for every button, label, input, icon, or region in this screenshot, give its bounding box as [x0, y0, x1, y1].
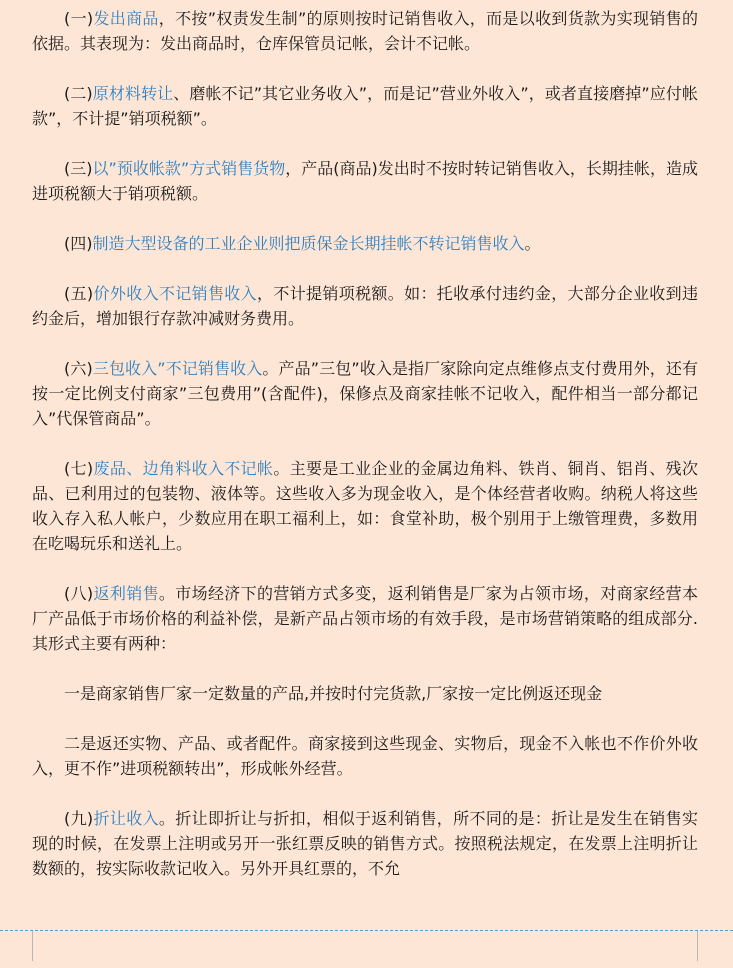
highlighted-term: 返利销售 [93, 584, 159, 603]
highlighted-term: 以”预收帐款”方式销售货物 [92, 159, 286, 178]
item-number: (七) [64, 459, 94, 478]
item-number: (四) [64, 234, 93, 253]
item-number: (九) [64, 809, 94, 828]
paragraph-9 [32, 681, 698, 706]
paragraph-6 [32, 356, 698, 431]
paragraph-text: 一是商家销售厂家一定数量的产品,并按时付完货款,厂家按一定比例返还现金 [64, 684, 603, 703]
highlighted-term: 折让收入 [93, 809, 159, 828]
paragraph-text: 、磨帐不记”其它业务收入”，而是记”营业外收入”，或者直接磨掉”应付帐款”，不计提”销项税额”。 [32, 84, 698, 128]
paragraph-8 [32, 581, 698, 656]
paragraph-3 [32, 156, 698, 206]
highlighted-term: 废品、边角料收入不记帐 [93, 459, 274, 478]
paragraph-text: ，产品(商品)发出时不按时转记销售收入，长期挂帐，造成进项税额大于销项税额。 [32, 159, 698, 203]
paragraph-2 [32, 81, 698, 131]
paragraph-5 [32, 281, 698, 331]
paragraph-10 [32, 731, 698, 781]
margin-marker-right [697, 931, 698, 961]
paragraph-text: 。 [524, 234, 541, 253]
paragraph-text: 。产品”三包”收入是指厂家除向定点维修点支付费用外，还有按一定比例支付商家”三包费用”(含配件)，保修点及商家挂帐不记收入，配件相当一部分都记入”代保管商品”。 [32, 359, 698, 428]
paragraph-text: ，不按”权责发生制”的原则按时记销售收入，而是以收到货款为实现销售的依据。其表现为：发出商品时，仓库保管员记帐，会计不记帐。 [32, 9, 698, 53]
item-number: (六) [64, 359, 93, 378]
page-footer-gap [0, 931, 733, 968]
highlighted-term: 制造大型设备的工业企业则把质保金长期挂帐不转记销售收入 [92, 234, 525, 253]
page-break-line [0, 930, 733, 931]
item-number: (五) [64, 284, 94, 303]
margin-marker-left [32, 931, 33, 961]
paragraph-text: ，不计提销项税额。如：托收承付违约金，大部分企业收到违约金后，增加银行存款冲减财务费用。 [32, 284, 698, 328]
item-number: (一) [64, 9, 94, 28]
paragraph-text: 。主要是工业企业的金属边角料、铁肖、铜肖、铝肖、残次品、已利用过的包装物、液体等。这些收入多为现金收入，是个体经营者收购。纳税人将这些收入存入私人帐户，少数应用在职工福利上，如：食堂补助，极个别用于上缴管理费，多数用在吃喝玩乐和送礼上。 [32, 459, 698, 553]
document-body [32, 6, 698, 906]
paragraph-text: 二是返还实物、产品、或者配件。商家接到这些现金、实物后，现金不入帐也不作价外收入，更不作”进项税额转出”，形成帐外经营。 [32, 734, 698, 778]
paragraph-text: 。折让即折让与折扣，相似于返利销售，所不同的是：折让是发生在销售实现的时候，在发票上注明或另开一张红票反映的销售方式。按照税法规定，在发票上注明折让数额的，按实际收款记收入。另外开具红票的，不允 [32, 809, 698, 878]
paragraph-text: 。市场经济下的营销方式多变，返利销售是厂家为占领市场，对商家经营本厂产品低于市场价格的利益补偿，是新产品占领市场的有效手段，是市场营销策略的组成部分.其形式主要有两种： [32, 584, 698, 653]
paragraph-1 [32, 6, 698, 56]
item-number: (三) [64, 159, 93, 178]
item-number: (八) [64, 584, 94, 603]
paragraph-11 [32, 806, 698, 881]
paragraph-4 [32, 231, 698, 256]
paragraph-7 [32, 456, 698, 556]
item-number: (二) [64, 84, 93, 103]
highlighted-term: 发出商品 [93, 9, 159, 28]
highlighted-term: 价外收入不记销售收入 [93, 284, 257, 303]
highlighted-term: 原材料转让 [92, 84, 174, 103]
highlighted-term: 三包收入”不记销售收入 [92, 359, 263, 378]
